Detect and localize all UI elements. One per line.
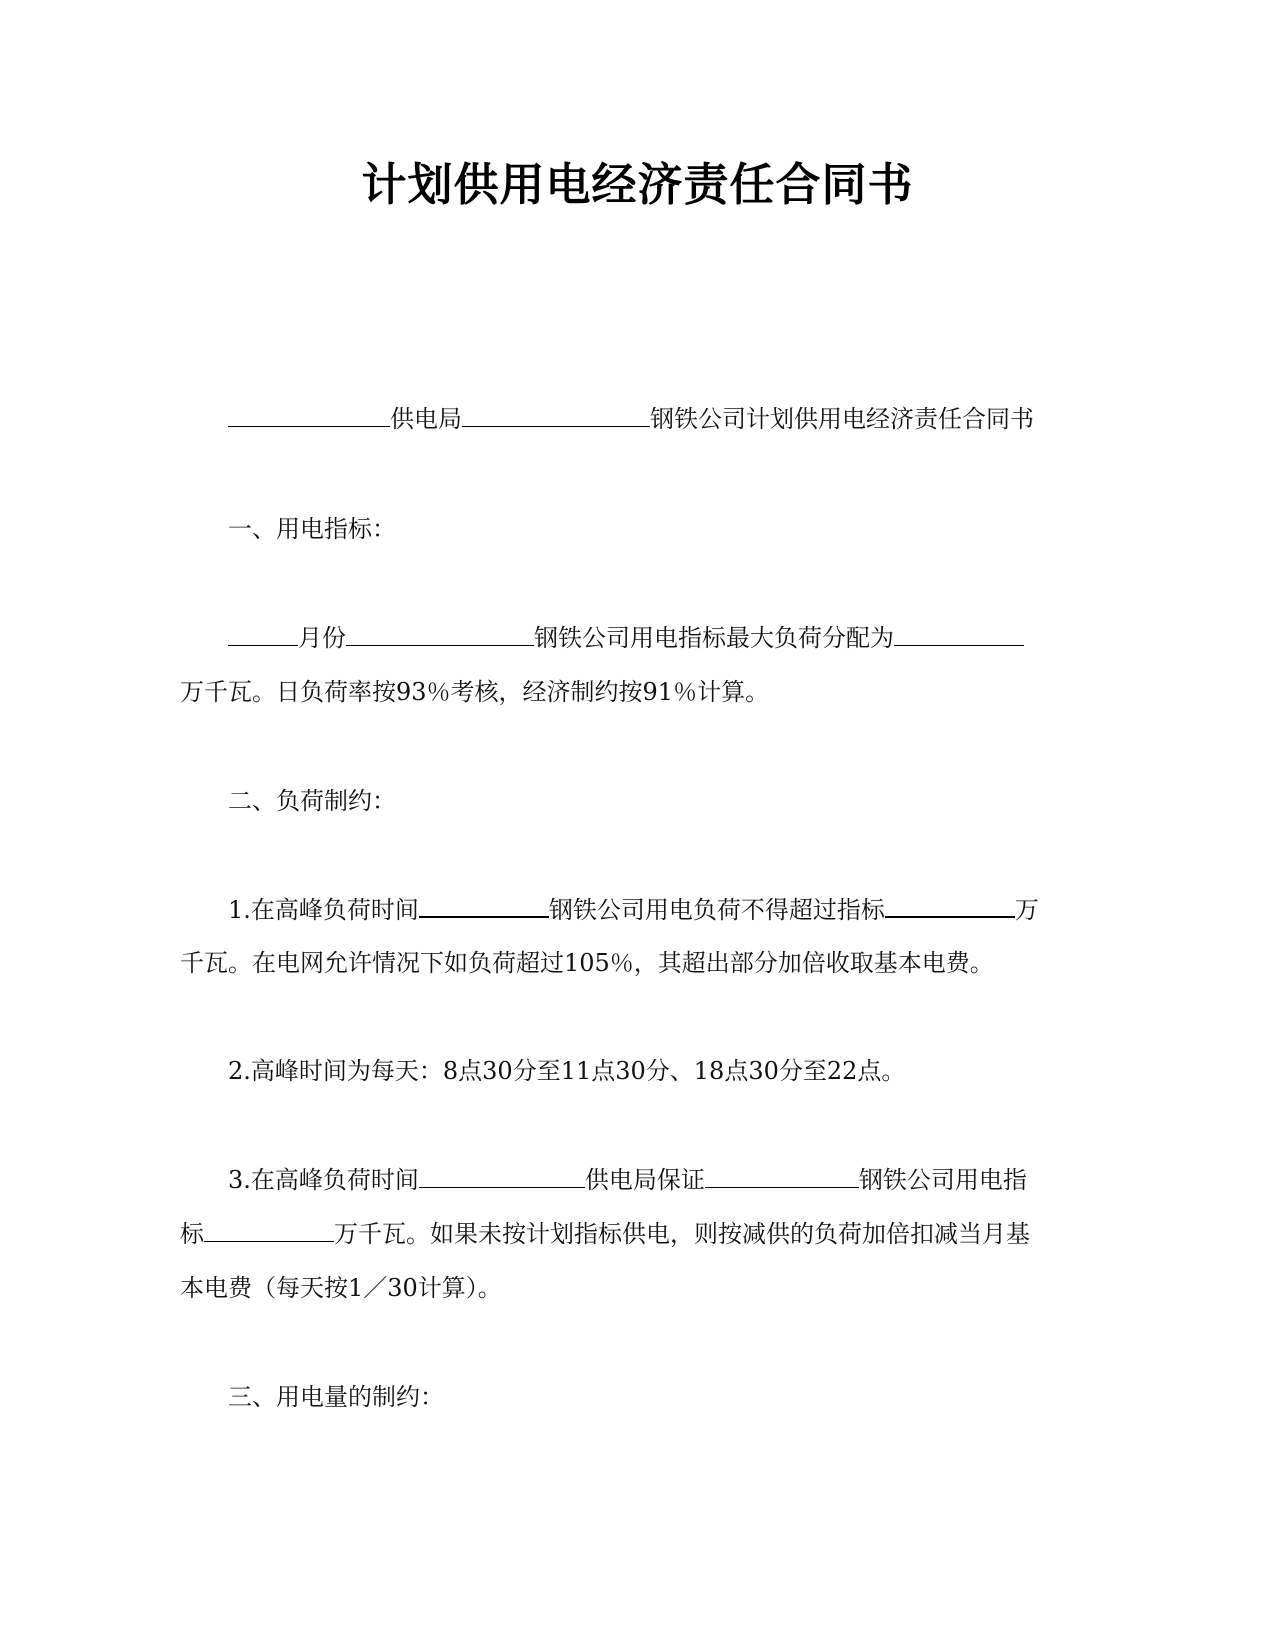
item-1-text-1: 1.在高峰负荷时间 (228, 896, 419, 924)
section-2-heading: 二、负荷制约： (228, 787, 396, 815)
blank-field (419, 1165, 585, 1188)
blank-field (228, 623, 298, 646)
section-2-item-3-line-3: 本电费（每天按1／30计算）。 (180, 1274, 502, 1302)
item-3-line-2-text-2: 万千瓦。如果未按计划指标供电，则按减供的负荷加倍扣减当月基 (334, 1220, 1030, 1248)
section-2-item-1-line-1 (228, 894, 1039, 925)
blank-field (419, 894, 549, 918)
section-1-line-2: 万千瓦。日负荷率按93％考核，经济制约按91％计算。 (180, 678, 770, 706)
blank-field (894, 623, 1024, 646)
section-3-heading: 三、用电量的制约： (228, 1383, 444, 1411)
item-3-text-2: 供电局保证 (584, 1166, 705, 1194)
blank-field (705, 1165, 859, 1188)
item-3-text-1: 3.在高峰负荷时间 (228, 1166, 419, 1194)
intro-text-1: 供电局 (390, 405, 462, 433)
intro-text-2: 钢铁公司计划供用电经济责任合同书 (650, 405, 1034, 433)
section-1-text-2: 钢铁公司用电指标最大负荷分配为 (534, 624, 894, 652)
item-1-text-3: 万 (1014, 896, 1039, 924)
item-3-line-2-text-1: 标 (180, 1220, 204, 1248)
blank-field (228, 404, 390, 427)
section-1-heading: 一、用电指标： (228, 515, 396, 543)
blank-field (885, 894, 1015, 918)
section-2-item-2: 2.高峰时间为每天：8点30分至11点30分、18点30分至22点。 (228, 1057, 906, 1085)
intro-line (228, 404, 1034, 434)
item-3-text-3: 钢铁公司用电指 (858, 1166, 1027, 1194)
section-1-text-1: 月份 (298, 624, 346, 652)
section-1-line-1 (228, 623, 1024, 653)
section-2-item-3-line-1 (228, 1165, 1027, 1195)
section-2-item-3-line-2 (180, 1219, 1030, 1249)
item-1-text-2: 钢铁公司用电负荷不得超过指标 (548, 896, 885, 924)
blank-field (346, 623, 534, 646)
section-2-item-1-line-2: 千瓦。在电网允许情况下如负荷超过105％，其超出部分加倍收取基本电费。 (180, 949, 994, 977)
blank-field (462, 404, 650, 427)
blank-field (204, 1219, 334, 1242)
document-title: 计划供用电经济责任合同书 (361, 158, 914, 211)
